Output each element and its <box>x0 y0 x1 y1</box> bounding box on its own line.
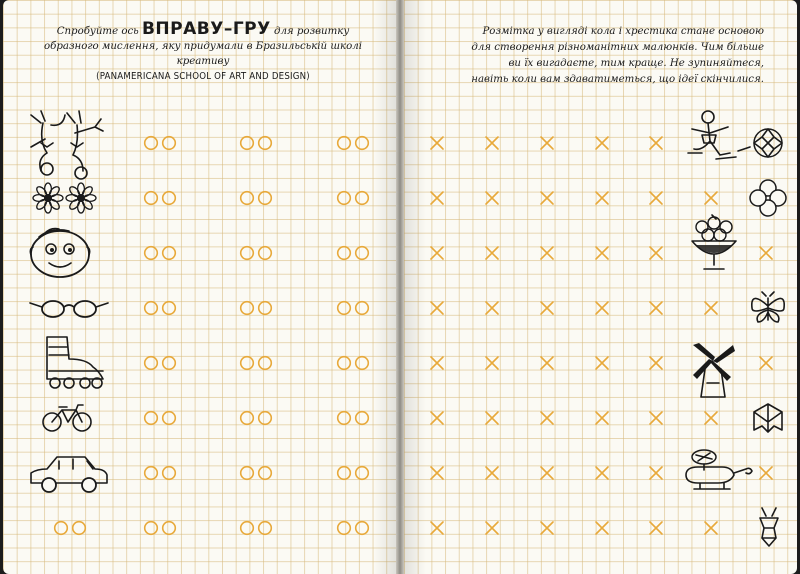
cross-mark <box>648 190 664 206</box>
butterfly-icon <box>748 290 788 326</box>
circle-mark <box>259 467 272 480</box>
circle-pair-mark <box>335 134 371 152</box>
cross-mark <box>484 245 500 261</box>
windmill-icon <box>689 343 737 401</box>
circle-pair-mark <box>238 299 274 317</box>
circle-mark <box>338 302 351 315</box>
circle-mark <box>241 522 254 535</box>
circle-mark <box>241 192 254 205</box>
circle-mark <box>163 522 176 535</box>
left-page <box>3 0 396 574</box>
cross-mark <box>703 300 719 316</box>
cross-mark <box>484 465 500 481</box>
cross-mark <box>484 135 500 151</box>
cross-mark <box>648 465 664 481</box>
intro-school: (PANAMERICANA SCHOOL OF ART AND DESIGN) <box>96 71 310 82</box>
circle-pair-mark <box>335 464 371 482</box>
glasses-icon <box>29 296 109 320</box>
cross-mark <box>758 465 774 481</box>
cross-mark <box>758 245 774 261</box>
circle-mark <box>259 357 272 370</box>
swimsuit-figure-icon <box>754 506 784 550</box>
cross-mark <box>429 465 445 481</box>
cross-mark <box>539 300 555 316</box>
circle-pair-mark <box>142 354 178 372</box>
cross-mark <box>648 520 664 536</box>
cross-mark <box>484 355 500 371</box>
helicopter-icon <box>682 447 756 497</box>
circle-mark <box>163 412 176 425</box>
fruit-bowl-icon <box>688 215 740 277</box>
cross-mark <box>594 190 610 206</box>
circle-mark <box>241 467 254 480</box>
circle-pair-mark <box>238 354 274 372</box>
circle-mark <box>145 357 158 370</box>
cross-mark <box>594 300 610 316</box>
instruction-line: навіть коли вам здаватиметься, що ідеї скінчилися. <box>471 74 764 85</box>
intro-text <box>33 19 373 84</box>
cross-mark <box>648 135 664 151</box>
circle-pair-mark <box>52 519 88 537</box>
circle-pair-mark <box>142 134 178 152</box>
circle-mark <box>356 302 369 315</box>
cross-mark <box>703 520 719 536</box>
circle-pair-mark <box>142 299 178 317</box>
circle-mark <box>356 247 369 260</box>
instruction-line: для створення різноманітних малюнків. Чим більше <box>471 42 764 53</box>
circle-mark <box>356 467 369 480</box>
cartwheel-kids-icon <box>21 103 111 185</box>
cross-mark <box>429 245 445 261</box>
cross-mark <box>594 245 610 261</box>
circle-mark <box>145 137 158 150</box>
four-leaf-icon <box>750 180 786 216</box>
circle-mark <box>241 137 254 150</box>
circle-pair-mark <box>238 464 274 482</box>
circle-mark <box>356 192 369 205</box>
circle-mark <box>241 412 254 425</box>
circle-mark <box>338 467 351 480</box>
circle-mark <box>338 137 351 150</box>
cross-mark <box>703 190 719 206</box>
cross-mark <box>648 410 664 426</box>
circle-mark <box>241 357 254 370</box>
cross-mark <box>539 520 555 536</box>
cross-mark <box>648 355 664 371</box>
boy-face-icon <box>27 227 93 279</box>
cross-mark <box>648 245 664 261</box>
circle-mark <box>259 137 272 150</box>
circle-mark <box>55 522 68 535</box>
circle-pattern-icon <box>750 125 786 161</box>
cross-mark <box>594 520 610 536</box>
cross-mark <box>484 190 500 206</box>
cross-mark <box>484 520 500 536</box>
roller-skate-icon <box>43 333 113 391</box>
circle-mark <box>259 247 272 260</box>
circle-mark <box>73 522 86 535</box>
cross-mark <box>539 135 555 151</box>
instruction-line: ви їх вигадаєте, тим краще. Не зупиняйтеся, <box>508 58 764 69</box>
circle-mark <box>259 302 272 315</box>
cross-mark <box>429 190 445 206</box>
circle-mark <box>356 412 369 425</box>
circle-mark <box>356 357 369 370</box>
cross-mark <box>484 300 500 316</box>
cross-mark <box>429 520 445 536</box>
circle-pair-mark <box>335 354 371 372</box>
circle-pair-mark <box>335 519 371 537</box>
cross-mark <box>429 135 445 151</box>
circle-mark <box>145 302 158 315</box>
cross-mark <box>429 355 445 371</box>
circle-mark <box>163 137 176 150</box>
instruction-line: Розмітка у вигляді кола і хрестика стане основою <box>482 26 764 37</box>
skater-figure-icon <box>684 107 754 169</box>
car-icon <box>27 453 111 495</box>
circle-mark <box>163 192 176 205</box>
circle-pair-mark <box>335 244 371 262</box>
cross-mark <box>539 410 555 426</box>
circle-pair-mark <box>142 464 178 482</box>
circle-mark <box>338 247 351 260</box>
cross-mark <box>594 135 610 151</box>
cross-mark <box>758 355 774 371</box>
circle-pair-mark <box>335 299 371 317</box>
circle-pair-mark <box>238 409 274 427</box>
circle-mark <box>259 412 272 425</box>
circle-mark <box>356 137 369 150</box>
cross-mark <box>484 410 500 426</box>
circle-mark <box>356 522 369 535</box>
cross-mark <box>539 465 555 481</box>
circle-mark <box>338 412 351 425</box>
circle-pair-mark <box>142 189 178 207</box>
circle-mark <box>145 412 158 425</box>
circle-pair-mark <box>238 189 274 207</box>
circle-mark <box>163 302 176 315</box>
circle-pair-mark <box>238 244 274 262</box>
circle-mark <box>163 357 176 370</box>
flowers-icon <box>31 176 101 220</box>
cross-mark <box>539 355 555 371</box>
circle-mark <box>163 247 176 260</box>
cross-mark <box>648 300 664 316</box>
cross-mark <box>539 190 555 206</box>
circle-pair-mark <box>142 519 178 537</box>
circle-pair-mark <box>142 409 178 427</box>
intro-part2: для розвитку образного мислення, яку придумали в Бразильській школі креативу <box>44 26 362 67</box>
cross-mark <box>703 410 719 426</box>
circle-mark <box>241 302 254 315</box>
circle-pair-mark <box>238 134 274 152</box>
circle-mark <box>145 192 158 205</box>
bicycle-icon <box>41 402 93 434</box>
circle-mark <box>259 192 272 205</box>
cross-mark <box>594 355 610 371</box>
circle-mark <box>338 357 351 370</box>
circle-pair-mark <box>335 409 371 427</box>
cross-mark <box>429 410 445 426</box>
right-page <box>404 0 797 574</box>
circle-pair-mark <box>238 519 274 537</box>
intro-title: ВПРАВУ–ГРУ <box>141 19 271 39</box>
cross-mark <box>594 465 610 481</box>
folded-paper-icon <box>750 400 786 436</box>
intro-part1: Спробуйте ось <box>56 26 139 37</box>
book-spine <box>396 0 404 574</box>
circle-mark <box>338 522 351 535</box>
circle-pair-mark <box>335 189 371 207</box>
circle-mark <box>338 192 351 205</box>
cross-mark <box>594 410 610 426</box>
circle-mark <box>145 522 158 535</box>
circle-mark <box>145 247 158 260</box>
circle-pair-mark <box>142 244 178 262</box>
circle-mark <box>259 522 272 535</box>
circle-mark <box>163 467 176 480</box>
cross-mark <box>539 245 555 261</box>
circle-mark <box>145 467 158 480</box>
circle-mark <box>241 247 254 260</box>
cross-mark <box>429 300 445 316</box>
instruction-text <box>434 24 764 88</box>
